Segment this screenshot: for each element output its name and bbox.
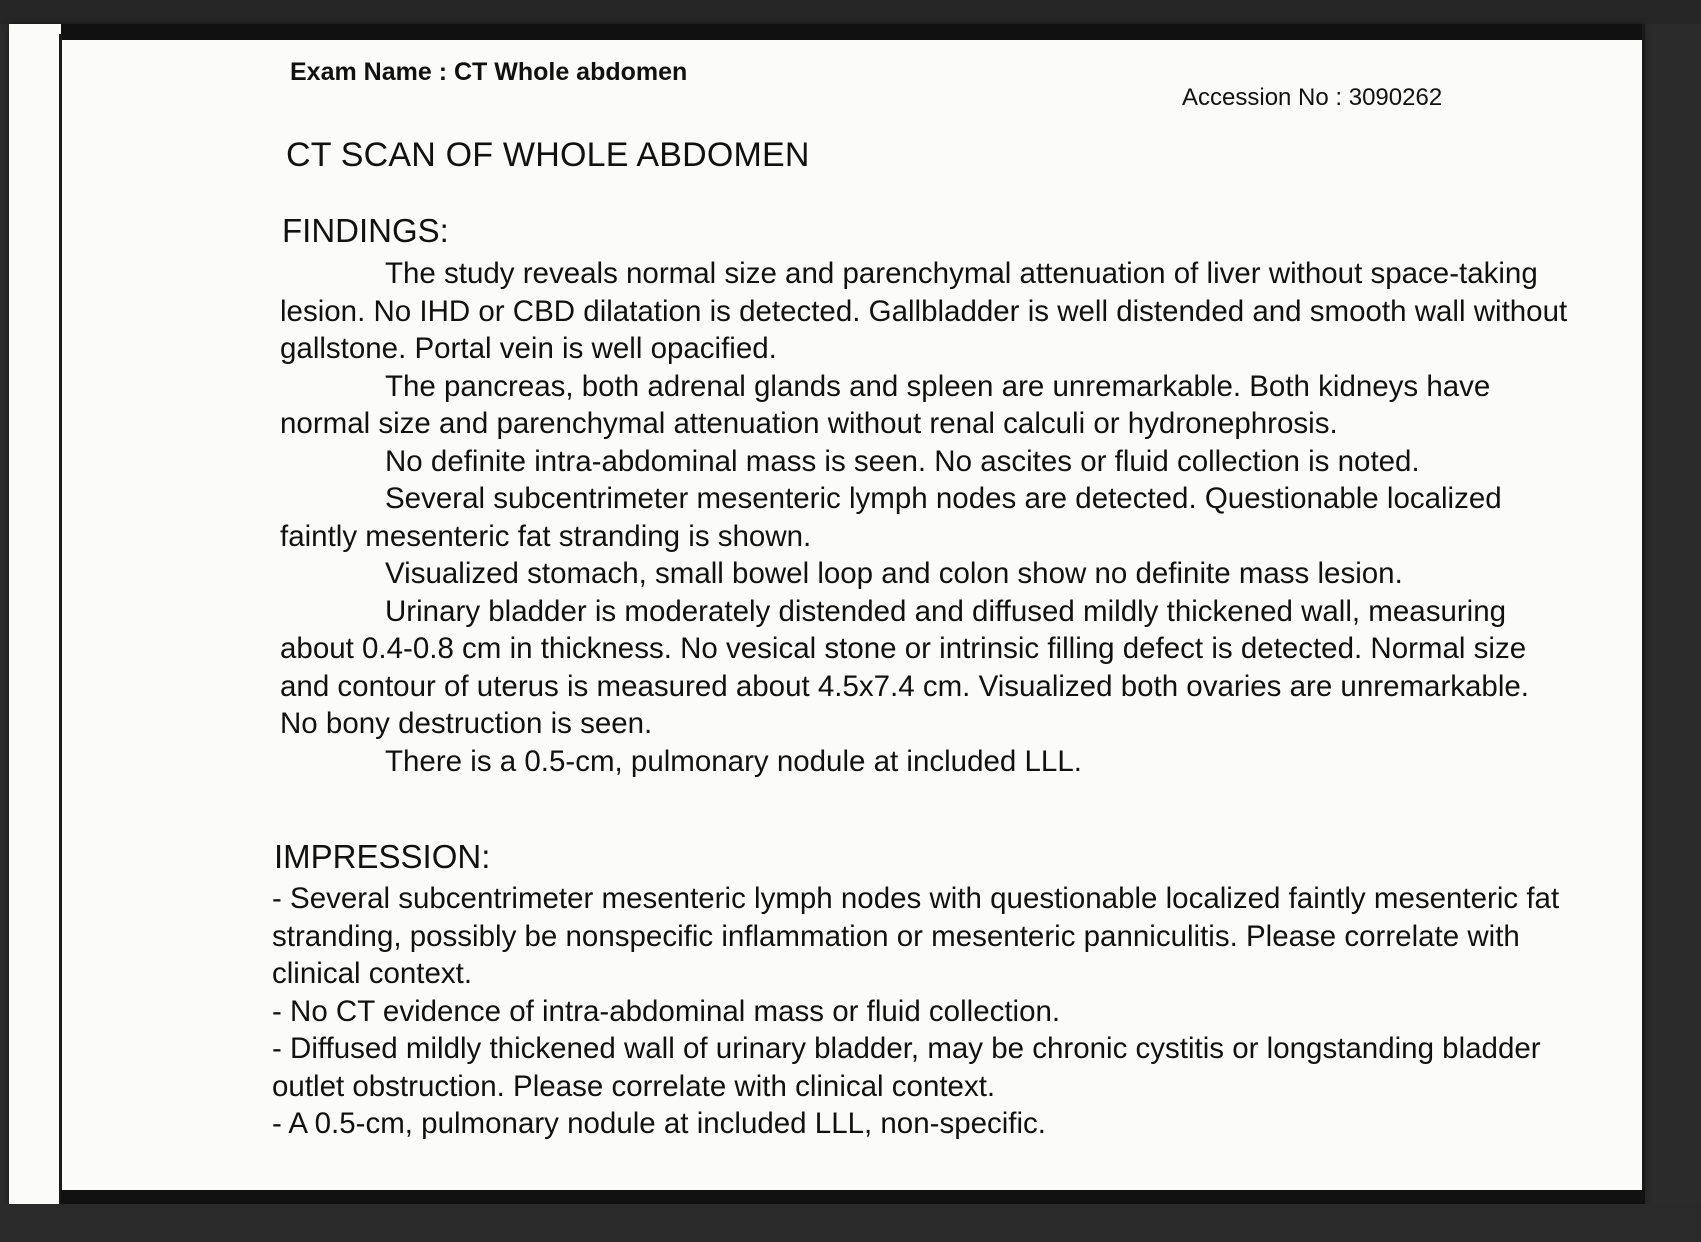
paper-edge-top (61, 24, 1645, 40)
paper-edge-left (59, 34, 62, 1204)
paper-edge-right (1642, 24, 1645, 1204)
report-title: CT SCAN OF WHOLE ABDOMEN (286, 136, 810, 174)
exam-name: Exam Name : CT Whole abdomen (290, 58, 688, 86)
findings-paragraph: No definite intra-abdominal mass is seen. No ascites or fluid collection is noted. (385, 444, 1420, 478)
impression-item: - Diffused mildly thickened wall of urinary bladder, may be chronic cystitis or longstanding bladder outlet obstruction. Please correlate with clinical context. (272, 1032, 1541, 1103)
accession-number: Accession No : 3090262 (1182, 84, 1443, 111)
impression-body (272, 880, 1572, 1143)
findings-paragraph: There is a 0.5-cm, pulmonary nodule at included LLL. (385, 744, 1082, 778)
paper-edge-bottom (61, 1190, 1645, 1204)
impression-item: - No CT evidence of intra-abdominal mass or fluid collection. (272, 994, 1061, 1028)
report-content (272, 50, 1572, 1140)
findings-paragraph: Several subcentrimeter mesenteric lymph nodes are detected. Questionable localized faintly mesenteric fat stranding is shown. (280, 482, 1502, 553)
impression-heading: IMPRESSION: (274, 838, 491, 875)
impression-item: - Several subcentrimeter mesenteric lymph nodes with questionable localized faintly mesenteric fat stranding, possibly be nonspecific inflammation or mesenteric panniculitis. Please correlate with clinical context. (272, 882, 1560, 990)
findings-paragraph: The study reveals normal size and parenchymal attenuation of liver without space-taking lesion. No IHD or CBD dilatation is detected. Gallbladder is well distended and smooth wall without gallstone. Portal vein is well opacified. (280, 257, 1568, 365)
photo-frame-top (0, 0, 1701, 24)
report-header (272, 50, 1572, 111)
findings-heading: FINDINGS: (282, 212, 449, 249)
findings-paragraph: The pancreas, both adrenal glands and spleen are unremarkable. Both kidneys have normal size and parenchymal attenuation without renal calculi or hydronephrosis. (280, 369, 1491, 440)
findings-paragraph: Urinary bladder is moderately distended and diffused mildly thickened wall, measuring about 0.4-0.8 cm in thickness. No vesical stone or intrinsic filling defect is detected. Normal size and contour of uterus is measured about 4.5x7.4 cm. Visualized both ovaries are unremarkable. No bony destruction is seen. (280, 594, 1529, 740)
impression-item: - A 0.5-cm, pulmonary nodule at included LLL, non-specific. (272, 1107, 1047, 1140)
photo-frame-bottom (0, 1204, 1701, 1242)
findings-paragraph: Visualized stomach, small bowel loop and colon show no definite mass lesion. (385, 557, 1403, 590)
findings-body (280, 255, 1570, 780)
